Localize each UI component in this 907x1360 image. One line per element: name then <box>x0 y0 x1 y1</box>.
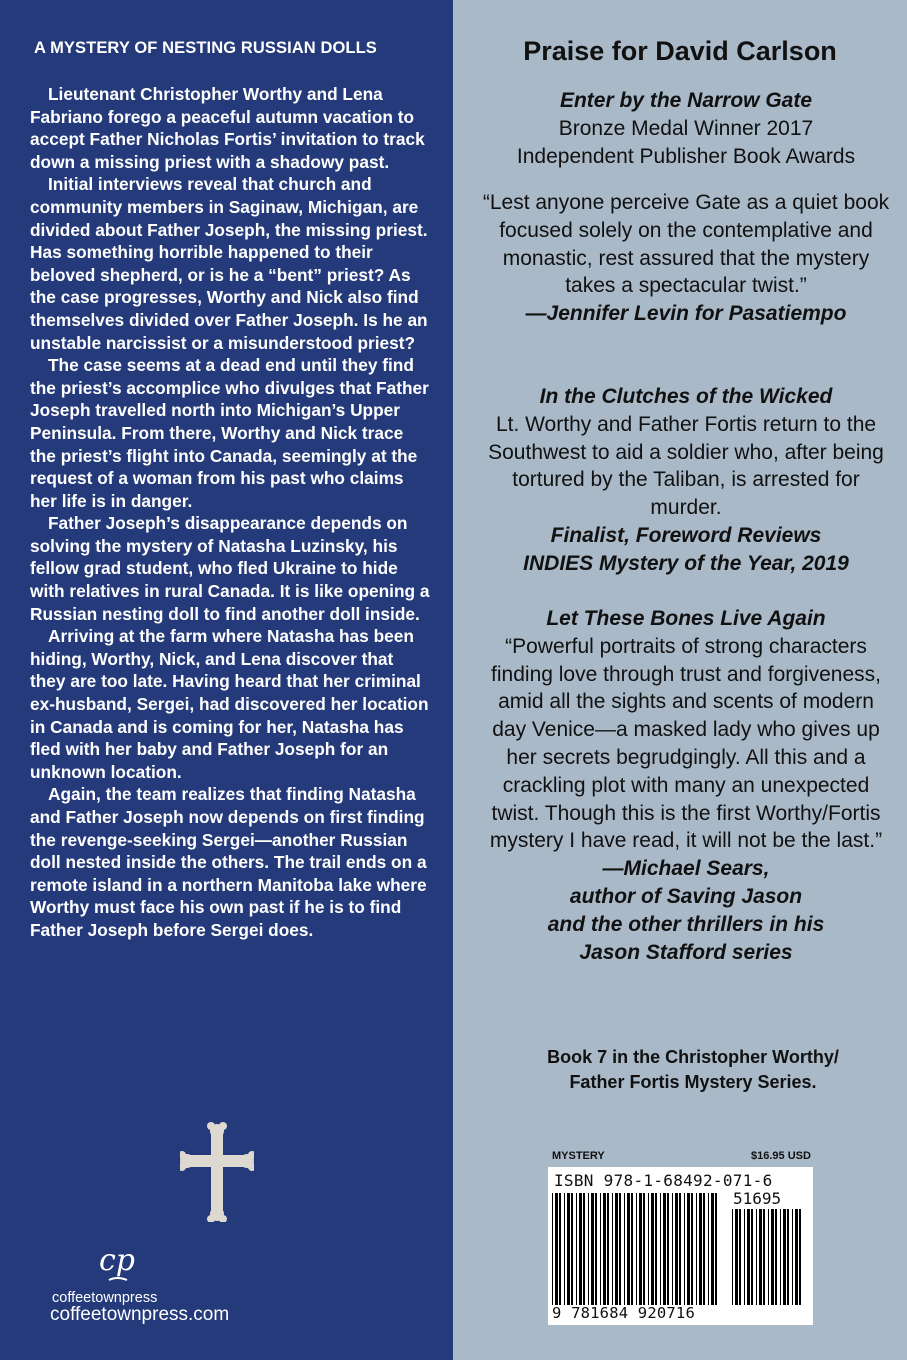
book-title: Let These Bones Live Again <box>546 607 826 630</box>
synopsis-paragraph: Arriving at the farm where Natasha has been hiding, Worthy, Nick, and Lena discover that they are too late. Having heard that her criminal ex-husband, Sergei, had discovered her location in Canada and is coming for her, Natasha has fled with her baby and Father Joseph for an unknown location. <box>30 626 429 782</box>
logo-monogram: cp <box>98 1243 136 1278</box>
review-attribution: —Jennifer Levin for Pasatiempo <box>525 302 847 326</box>
barcode-bar <box>775 1209 777 1305</box>
publisher-name: coffeetownpress <box>52 1290 158 1306</box>
barcode-bar <box>588 1193 589 1305</box>
barcode-bar <box>651 1193 654 1305</box>
barcode-bar <box>667 1193 669 1305</box>
synopsis-body <box>30 83 430 942</box>
synopsis-panel <box>0 0 453 1360</box>
isbn-barcode <box>548 1167 813 1325</box>
barcode-bar <box>571 1193 573 1305</box>
barcode-bar <box>600 1193 601 1305</box>
review-attribution: —Michael Sears, <box>602 857 770 881</box>
award-line: Finalist, Foreword Reviews <box>550 523 822 547</box>
award-line: INDIES Mystery of the Year, 2019 <box>523 551 849 575</box>
barcode-bar <box>552 1193 553 1305</box>
barcode-bar <box>732 1209 733 1305</box>
barcode-bar <box>783 1209 786 1305</box>
barcode-bar <box>612 1193 613 1305</box>
barcode-bar <box>771 1209 774 1305</box>
barcode-bar <box>627 1193 630 1305</box>
barcode-bar <box>672 1193 673 1305</box>
barcode-bar <box>679 1193 681 1305</box>
synopsis-paragraph: Initial interviews reveal that church and community members in Saginaw, Michigan, are divided about Father Joseph, the missing priest. Has something horrible happened to their beloved shepherd, or is he a “bent” priest? As the case progresses, Worthy and Nick also find themselves divided over Father Joseph. Is he an unstable narcissist or a misunderstood priest? <box>30 174 428 353</box>
barcode-bar <box>555 1193 558 1305</box>
barcode-bar <box>799 1209 801 1305</box>
book-blurb: Lt. Worthy and Father Fortis return to the Southwest to aid a soldier who, after being tortured by the Taliban, is arrested for murder. <box>488 412 884 520</box>
barcode-bar <box>711 1193 714 1305</box>
barcode-bar <box>759 1209 762 1305</box>
award-line: Bronze Medal Winner 2017 <box>558 116 814 140</box>
synopsis-paragraph: Lieutenant Christopher Worthy and Lena Fabriano forego a peaceful autumn vacation to accept Father Nicholas Fortis’ invitation to track down a missing priest with a shadowy past. <box>30 84 425 172</box>
praise-block-pasatiempo <box>481 189 891 328</box>
synopsis-paragraph: Father Joseph’s disappearance depends on solving the mystery of Natasha Luzinsky, his fellow grad student, who fled Ukraine to hide with relatives in rural Canada. It is like opening a Russian nesting doll to find another doll inside. <box>30 513 430 624</box>
barcode-bar <box>607 1193 609 1305</box>
barcode-bar <box>567 1193 570 1305</box>
barcode-bar <box>699 1193 702 1305</box>
barcode-bar <box>795 1209 798 1305</box>
barcode-bar <box>708 1193 709 1305</box>
review-attribution: and the other thrillers in his <box>547 912 825 936</box>
barcode-bar <box>763 1209 765 1305</box>
barcode-bar <box>655 1193 657 1305</box>
barcode-bar <box>735 1209 738 1305</box>
barcode-bar <box>619 1193 621 1305</box>
barcode-category: MYSTERY <box>552 1150 605 1162</box>
barcode-bar <box>583 1193 585 1305</box>
barcode-bar <box>703 1193 705 1305</box>
coffeetownpress-logo <box>97 1240 137 1286</box>
barcode-bar <box>739 1209 741 1305</box>
barcode-bar <box>624 1193 625 1305</box>
barcode-bar <box>564 1193 565 1305</box>
barcode-bar <box>792 1209 793 1305</box>
series-line: Book 7 in the Christopher Worthy/ <box>547 1047 839 1067</box>
barcode-bar <box>663 1193 666 1305</box>
barcode-bar <box>636 1193 637 1305</box>
review-attribution: author of Saving Jason <box>569 884 803 908</box>
barcode-bar <box>615 1193 618 1305</box>
barcode-bar <box>576 1193 577 1305</box>
barcode-bar <box>691 1193 693 1305</box>
barcode-main-bars <box>552 1193 722 1305</box>
barcode-bar <box>579 1193 582 1305</box>
synopsis-paragraph: The case seems at a dead end until they find the priest’s accomplice who divulges that Father Joseph travelled north into Michigan’s Upper Peninsula. From there, Worthy and Nick trace the priest’s flight into Canada, seemingly at the request of a woman from his past who claims her life is in danger. <box>30 355 429 511</box>
synopsis-paragraph: Again, the team realizes that finding Natasha and Father Joseph now depends on first finding the revenge-seeking Sergei—another Russian doll nested inside the others. The trail ends on a remote island in a northern Manitoba lake where Worthy must face his own past if he is to find Father Joseph before Sergei does. <box>30 784 427 940</box>
barcode-bar <box>787 1209 789 1305</box>
orthodox-cross-icon <box>180 1122 254 1222</box>
barcode-bar <box>631 1193 633 1305</box>
barcode-addon-bars <box>732 1209 804 1305</box>
series-line: Father Fortis Mystery Series. <box>569 1072 817 1092</box>
synopsis-heading: A MYSTERY OF NESTING RUSSIAN DOLLS <box>34 39 377 57</box>
praise-block-bones <box>481 605 891 966</box>
barcode-bar <box>768 1209 769 1305</box>
barcode-bar <box>595 1193 597 1305</box>
barcode-bar <box>643 1193 645 1305</box>
series-note <box>513 1045 873 1095</box>
publisher-url: coffeetownpress.com <box>50 1304 230 1325</box>
praise-panel <box>453 0 907 1360</box>
barcode-bar <box>744 1209 745 1305</box>
barcode-bar <box>684 1193 685 1305</box>
praise-block-clutches <box>481 383 891 578</box>
isbn-text: ISBN 978-1-68492-071-6 <box>554 1171 773 1190</box>
review-attribution: Jason Stafford series <box>579 940 793 964</box>
barcode-digits: 9 781684 920716 <box>552 1304 695 1322</box>
barcode-bar <box>687 1193 690 1305</box>
barcode-bar <box>660 1193 661 1305</box>
barcode-bar <box>559 1193 561 1305</box>
review-quote: “Lest anyone perceive Gate as a quiet book focused solely on the contemplative and monastic, rest assured that the mystery takes a spectacular twist.” <box>482 191 890 298</box>
praise-block-narrow-gate <box>481 87 891 170</box>
barcode-bar <box>648 1193 649 1305</box>
award-line: Independent Publisher Book Awards <box>516 144 856 168</box>
barcode-addon-number: 51695 <box>733 1189 782 1208</box>
barcode-bar <box>756 1209 757 1305</box>
barcode-bar <box>751 1209 753 1305</box>
barcode-bar <box>675 1193 678 1305</box>
barcode-bar <box>639 1193 642 1305</box>
praise-title: Praise for David Carlson <box>523 36 837 66</box>
book-title: Enter by the Narrow Gate <box>559 89 813 112</box>
barcode-price: $16.95 USD <box>751 1150 811 1162</box>
barcode-bar <box>591 1193 594 1305</box>
review-quote: “Powerful portraits of strong characters finding love through trust and forgiveness, amid all the sights and scents of modern day Venice—a masked lady who gives up her secrets begrudgingly. All this and a crackling plot with many an unexpected twist. Though this is the first Worthy/Fortis mystery I have read, it will not be the last.” <box>489 634 883 853</box>
barcode-bar <box>603 1193 606 1305</box>
barcode-bar <box>747 1209 750 1305</box>
book-title: In the Clutches of the Wicked <box>539 385 833 408</box>
barcode-bar <box>715 1193 717 1305</box>
barcode-bar <box>696 1193 697 1305</box>
barcode-bar <box>780 1209 781 1305</box>
